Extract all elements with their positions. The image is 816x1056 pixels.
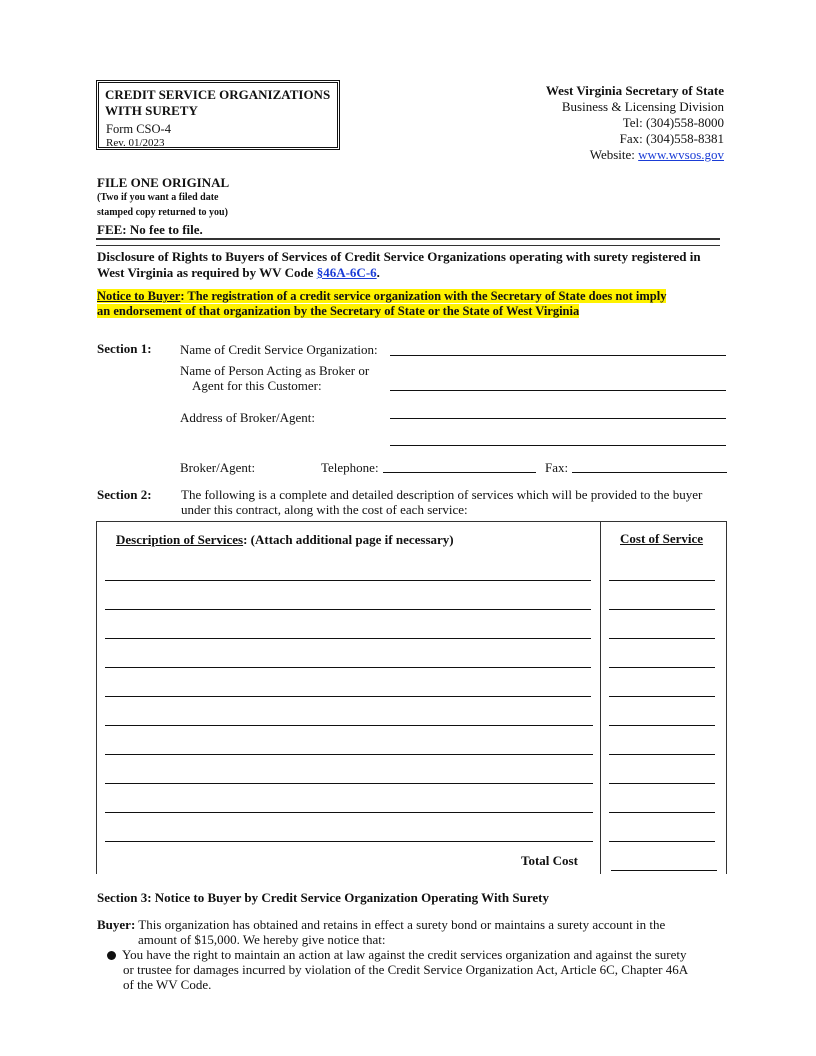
service-cost-field[interactable] (609, 696, 715, 697)
service-description-field[interactable] (105, 754, 593, 755)
org-name-field[interactable] (390, 355, 726, 356)
telephone-label: Telephone: (321, 460, 379, 475)
service-description-field[interactable] (105, 725, 593, 726)
service-description-field[interactable] (105, 609, 591, 610)
fax-field[interactable] (572, 472, 727, 473)
telephone-field[interactable] (383, 472, 536, 473)
code-link[interactable]: §46A-6C-6 (316, 265, 377, 280)
website-link[interactable]: www.wvsos.gov (638, 147, 724, 162)
section3-heading: Section 3: Notice to Buyer by Credit Service Organization Operating With Surety (97, 890, 549, 905)
org-name-label: Name of Credit Service Organization: (180, 342, 378, 357)
cost-header: Cost of Service (620, 531, 704, 546)
buyer-label: Buyer: (97, 917, 136, 932)
services-column-divider (600, 521, 601, 874)
section2-heading: Section 2: (97, 487, 152, 502)
service-description-field[interactable] (105, 667, 591, 668)
service-cost-field[interactable] (609, 841, 715, 842)
total-cost-label: Total Cost (521, 853, 578, 868)
bullet1-line2: or trustee for damages incurred by violation of the Credit Service Organization Act, Article 6C, Chapter 46A (123, 962, 689, 977)
filing-note-line2: stamped copy returned to you) (97, 207, 228, 218)
form-title-line1: CREDIT SERVICE ORGANIZATIONS (105, 87, 331, 102)
broker-agent-label: Broker/Agent: (180, 460, 256, 475)
disclosure-text (97, 249, 727, 281)
service-cost-field[interactable] (609, 580, 715, 581)
agency-tel: Tel: (304)558-8000 (622, 115, 724, 130)
address-field-line1[interactable] (390, 418, 726, 419)
service-cost-field[interactable] (609, 667, 715, 668)
filing-fee: FEE: No fee to file. (97, 222, 203, 237)
section3-body (97, 917, 727, 992)
service-cost-field[interactable] (609, 783, 715, 784)
buyer-line2: amount of $15,000. We hereby give notice that: (138, 932, 386, 947)
agency-division: Business & Licensing Division (561, 99, 724, 114)
website-label: Website: (589, 147, 639, 162)
total-cost-field[interactable] (611, 870, 717, 871)
form-revision: Rev. 01/2023 (106, 137, 165, 149)
broker-name-field[interactable] (390, 390, 726, 391)
fax-label: Fax: (545, 460, 569, 475)
service-description-field[interactable] (105, 638, 591, 639)
service-description-field[interactable] (105, 580, 591, 581)
bullet-icon (107, 951, 116, 960)
service-description-field[interactable] (105, 812, 593, 813)
bullet1-line1: You have the right to maintain an action at law against the credit services organization and against the surety (122, 947, 687, 962)
address-field-line2[interactable] (390, 445, 726, 446)
buyer-line1: This organization has obtained and retains in effect a surety bond or maintains a surety account in the (135, 917, 666, 932)
service-cost-field[interactable] (609, 609, 715, 610)
form-id-box (96, 80, 340, 150)
service-cost-field[interactable] (609, 638, 715, 639)
service-cost-field[interactable] (609, 754, 715, 755)
service-description-field[interactable] (105, 841, 593, 842)
file-one-original: FILE ONE ORIGINAL (97, 175, 230, 190)
section1-heading: Section 1: (97, 341, 152, 356)
notice-to-buyer (97, 289, 666, 319)
agency-block (546, 83, 724, 163)
notice-line2: an endorsement of that organization by the Secretary of State or the State of West Virginia (97, 304, 580, 318)
filing-note-line1: (Two if you want a filed date (97, 192, 219, 203)
services-table (96, 521, 727, 874)
agency-website (546, 147, 724, 163)
person-label: Name of Person Acting as Broker or Agent for this Customer: (180, 363, 370, 393)
form-number: Form CSO-4 (106, 122, 171, 136)
notice-label: Notice to Buyer (97, 289, 181, 303)
header-divider (96, 238, 720, 246)
service-description-field[interactable] (105, 696, 591, 697)
desc-header: Description of Services: (Attach additional page if necessary) (116, 532, 454, 547)
notice-line1: : The registration of a credit service organization with the Secretary of State does not imply (180, 289, 667, 303)
address-label: Address of Broker/Agent: (180, 410, 316, 425)
agency-fax: Fax: (304)558-8381 (619, 131, 724, 146)
service-cost-field[interactable] (609, 812, 715, 813)
agency-name: West Virginia Secretary of State (545, 83, 724, 98)
service-description-field[interactable] (105, 783, 593, 784)
form-title-line2: WITH SURETY (105, 103, 198, 118)
section2-intro: The following is a complete and detailed description of services which will be provided to the buyer under this contract, along with the cost of each service: (181, 487, 703, 517)
bullet1-line3: of the WV Code. (123, 977, 212, 992)
disclosure-line1: Disclosure of Rights to Buyers of Services of Credit Service Organizations operating with surety registered in (97, 249, 701, 264)
service-cost-field[interactable] (609, 725, 715, 726)
disclosure-line2: West Virginia as required by WV Code §46A-6C-6. (97, 265, 380, 280)
